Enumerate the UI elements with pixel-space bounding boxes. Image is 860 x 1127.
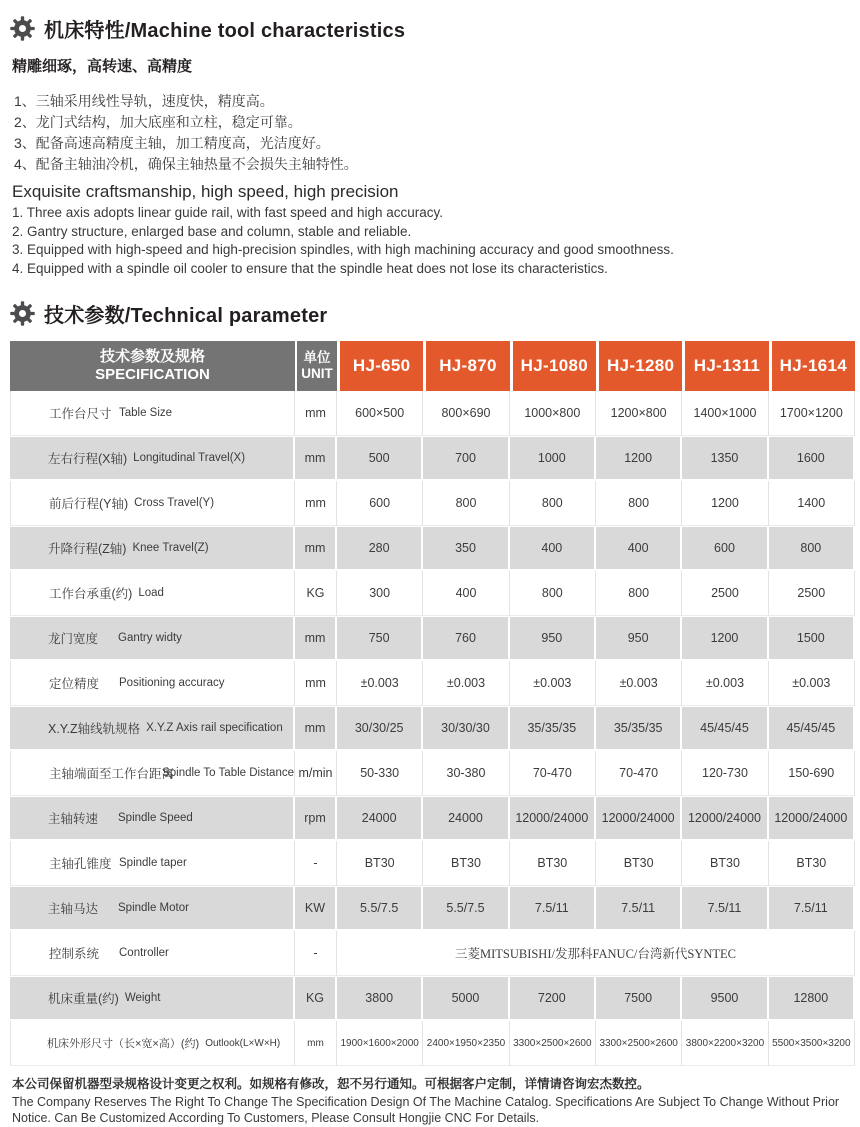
feature-item-cn: 3、配备高速高精度主轴，加工精度高，光洁度好。: [14, 135, 330, 151]
spec-label-cell: [10, 481, 295, 526]
value-cell: 12000/24000: [510, 796, 596, 841]
spec-label-cell: [10, 616, 295, 661]
spec-label-cell: [10, 526, 295, 571]
value-cell: 30/30/30: [423, 706, 509, 751]
feature-item-cn: 2、龙门式结构，加大底座和立柱，稳定可靠。: [14, 114, 302, 130]
spec-label-en: Weight: [124, 992, 161, 1004]
spec-label-cn: 主轴端面至工作台距离: [49, 767, 175, 781]
spec-label: [49, 674, 294, 692]
spec-label: [49, 494, 294, 512]
value-cell: 760: [423, 616, 509, 661]
unit-cell: mm: [295, 706, 337, 751]
feature-item-en: 4. Equipped with a spindle oil cooler to ensure that the spindle heat does not lose its characteristics.: [12, 260, 608, 276]
unit-cell: m/min: [295, 751, 337, 796]
value-cell: 5000: [423, 976, 509, 1021]
value-cell: 2400×1950×2350: [423, 1021, 509, 1066]
spec-label-cell: [10, 391, 295, 436]
spec-label: [48, 719, 293, 737]
spec-label-cell: [10, 706, 295, 751]
section-title-technical-parameter: 技术参数/Technical parameter: [44, 305, 328, 327]
spec-label-cn: X.Y.Z轴线轨规格: [48, 722, 141, 736]
table-row: [10, 886, 855, 931]
value-cell: 7500: [596, 976, 682, 1021]
table-row: [10, 391, 855, 436]
value-cell: 800: [769, 526, 855, 571]
spec-label-en: Load: [138, 587, 164, 599]
value-cell: 1200: [596, 436, 682, 481]
section-technical-parameter-header: [10, 299, 854, 328]
spec-label-en: X.Y.Z Axis rail specification: [146, 722, 283, 734]
spec-label-en: Spindle taper: [119, 857, 187, 869]
value-cell: 500: [337, 436, 423, 481]
spec-table-body: [10, 391, 855, 1066]
value-cell: 800: [510, 481, 596, 526]
table-row: [10, 526, 855, 571]
spec-header-cn: 技术参数及规格: [99, 348, 205, 365]
section-machine-characteristics-header: [10, 14, 854, 43]
spec-label-cn: 主轴孔锥度: [49, 857, 112, 871]
value-cell: 7.5/11: [769, 886, 855, 931]
spec-label-cn: 龙门宽度: [48, 632, 99, 646]
spec-label-cn: 左右行程(X轴): [48, 452, 128, 466]
value-cell: BT30: [769, 841, 855, 886]
value-cell: ±0.003: [769, 661, 855, 706]
feature-heading-en: Exquisite craftsmanship, high speed, high precision: [12, 182, 399, 201]
value-cell: 1500: [769, 616, 855, 661]
unit-cell: mm: [295, 1021, 337, 1066]
unit-cell: mm: [295, 391, 337, 436]
value-cell: 400: [596, 526, 682, 571]
value-cell: 7.5/11: [596, 886, 682, 931]
spec-table: [10, 341, 855, 1066]
spec-label-cell: [10, 661, 295, 706]
spec-label-cell: [10, 931, 295, 976]
value-cell: 45/45/45: [769, 706, 855, 751]
spec-label-cn: 控制系统: [49, 947, 100, 961]
value-cell: 800: [596, 481, 682, 526]
value-cell: ±0.003: [596, 661, 682, 706]
value-cell: 950: [596, 616, 682, 661]
spec-label-cn: 定位精度: [49, 677, 100, 691]
unit-cell: mm: [295, 661, 337, 706]
spec-label: [48, 629, 293, 647]
value-cell: 1200: [682, 616, 768, 661]
value-cell: 7.5/11: [510, 886, 596, 931]
value-cell: BT30: [510, 841, 596, 886]
value-cell: 1200×800: [596, 391, 682, 436]
spec-label: [49, 584, 294, 602]
footer-disclaimer-en: The Company Reserves The Right To Change The Specification Design Of The Machine Catalog. Specifications Are Subject To Change Without Prior Notice. Can Be Customized According To Customers, Please Consult Hongjie CNC For Details.: [12, 1095, 840, 1126]
unit-cell: mm: [295, 481, 337, 526]
unit-cell: mm: [295, 526, 337, 571]
table-row: [10, 751, 855, 796]
value-cell: ±0.003: [510, 661, 596, 706]
spec-label-cell: [10, 751, 295, 796]
value-cell: 800: [423, 481, 509, 526]
spec-label-en: Positioning accuracy: [119, 677, 225, 689]
unit-cell: KW: [295, 886, 337, 931]
spec-label-cell: [10, 1021, 295, 1066]
value-cell: 12800: [769, 976, 855, 1021]
value-cell: 700: [423, 436, 509, 481]
table-row: [10, 481, 855, 526]
value-cell: 1900×1600×2000: [337, 1021, 423, 1066]
value-cell: 5.5/7.5: [423, 886, 509, 931]
unit-header-cell: [295, 341, 337, 391]
footer-disclaimer: [10, 1075, 854, 1127]
unit-cell: -: [295, 931, 337, 976]
unit-cell: -: [295, 841, 337, 886]
value-cell: 5500×3500×3200: [769, 1021, 855, 1066]
value-cell: BT30: [337, 841, 423, 886]
table-row: [10, 616, 855, 661]
value-cell: ±0.003: [337, 661, 423, 706]
spec-label-en: Knee Travel(Z): [132, 542, 209, 554]
value-cell: 50-330: [337, 751, 423, 796]
footer-disclaimer-cn: 本公司保留机器型录规格设计变更之权利。如规格有修改，恕不另行通知。可根据客户定制，详情请咨询宏杰数控。: [12, 1077, 650, 1091]
unit-cell: mm: [295, 436, 337, 481]
value-cell: 12000/24000: [769, 796, 855, 841]
spec-label-cn: 机床外形尺寸（长×宽×高）(约): [47, 1038, 200, 1050]
spec-label-en: Spindle To Table Distance: [162, 767, 294, 779]
model-header-cell: HJ-1614: [769, 341, 855, 391]
spec-label-en: Gantry widty: [118, 632, 182, 644]
table-row: [10, 1021, 855, 1066]
value-cell: 800: [510, 571, 596, 616]
spec-header-en: SPECIFICATION: [95, 366, 210, 383]
spec-label: [47, 1035, 294, 1051]
value-cell: 1700×1200: [769, 391, 855, 436]
value-cell: 12000/24000: [596, 796, 682, 841]
feature-list-en: [12, 204, 854, 278]
feature-item-cn: 1、三轴采用线性导轨，速度快，精度高。: [14, 93, 274, 109]
spec-label: [49, 854, 294, 872]
table-row: [10, 661, 855, 706]
spec-label-en: Cross Travel(Y): [134, 497, 215, 509]
value-cell: 2500: [769, 571, 855, 616]
spec-label-cn: 机床重量(约): [48, 992, 119, 1006]
table-row: [10, 436, 855, 481]
value-cell: 3300×2500×2600: [510, 1021, 596, 1066]
value-cell: 800: [596, 571, 682, 616]
spec-label-en: Table Size: [119, 407, 173, 419]
value-cell: 1200: [682, 481, 768, 526]
spec-label-cn: 主轴马达: [48, 902, 99, 916]
value-cell: 7200: [510, 976, 596, 1021]
spec-label-cell: [10, 571, 295, 616]
spec-label-cell: [10, 436, 295, 481]
value-cell: 35/35/35: [596, 706, 682, 751]
feature-list-cn: [14, 91, 854, 175]
section-title-machine-characteristics: 机床特性/Machine tool characteristics: [44, 20, 406, 42]
value-cell: 30/30/25: [337, 706, 423, 751]
spec-header-cell: [10, 341, 295, 391]
spec-label-en: Spindle Motor: [118, 902, 189, 914]
unit-header-en: UNIT: [301, 366, 333, 381]
value-cell: BT30: [423, 841, 509, 886]
spec-label-cn: 主轴转速: [48, 812, 99, 826]
spec-label-cn: 前后行程(Y轴): [49, 497, 129, 511]
table-row: [10, 976, 855, 1021]
value-cell: 350: [423, 526, 509, 571]
model-header-cell: HJ-1280: [596, 341, 682, 391]
spec-label: [49, 944, 294, 962]
value-cell: 24000: [337, 796, 423, 841]
value-cell: 7.5/11: [682, 886, 768, 931]
spec-label: [48, 989, 293, 1007]
model-header-cell: HJ-870: [423, 341, 509, 391]
unit-cell: KG: [295, 571, 337, 616]
gear-icon: [10, 16, 35, 41]
gear-icon: [10, 301, 35, 326]
spec-label-cell: [10, 796, 295, 841]
spec-label-cn: 升降行程(Z轴): [48, 542, 127, 556]
value-cell: 600: [682, 526, 768, 571]
value-cell: 35/35/35: [510, 706, 596, 751]
value-cell: 950: [510, 616, 596, 661]
table-row: [10, 796, 855, 841]
value-cell: BT30: [596, 841, 682, 886]
value-cell: ±0.003: [682, 661, 768, 706]
table-row: [10, 706, 855, 751]
value-cell: BT30: [682, 841, 768, 886]
model-header-cell: HJ-1311: [682, 341, 768, 391]
value-cell: 1000×800: [510, 391, 596, 436]
value-cell: 280: [337, 526, 423, 571]
value-cell: 70-470: [596, 751, 682, 796]
spec-label-en: Longitudinal Travel(X): [133, 452, 246, 464]
unit-cell: KG: [295, 976, 337, 1021]
unit-header-cn: 单位: [303, 349, 331, 365]
spec-label: [48, 899, 293, 917]
value-cell: 3800: [337, 976, 423, 1021]
value-cell: 150-690: [769, 751, 855, 796]
value-cell: 600×500: [337, 391, 423, 436]
spec-label-en: Outlook(L×W×H): [205, 1037, 281, 1049]
value-cell: 400: [423, 571, 509, 616]
value-cell: 24000: [423, 796, 509, 841]
value-cell: 9500: [682, 976, 768, 1021]
value-cell: 300: [337, 571, 423, 616]
value-cell: 1400×1000: [682, 391, 768, 436]
value-cell: 1000: [510, 436, 596, 481]
feature-item-cn: 4、配备主轴油冷机，确保主轴热量不会损失主轴特性。: [14, 156, 358, 172]
value-cell-span: 三菱MITSUBISHI/发那科FANUC/台湾新代SYNTEC: [337, 931, 855, 976]
value-cell: 400: [510, 526, 596, 571]
value-cell: 2500: [682, 571, 768, 616]
unit-cell: rpm: [295, 796, 337, 841]
spec-label: [48, 539, 293, 557]
spec-label-en: Spindle Speed: [118, 812, 193, 824]
model-header-cell: HJ-650: [337, 341, 423, 391]
value-cell: 800×690: [423, 391, 509, 436]
table-row: [10, 931, 855, 976]
value-cell: 70-470: [510, 751, 596, 796]
spec-label-en: Controller: [119, 947, 169, 959]
value-cell: 3800×2200×3200: [682, 1021, 768, 1066]
spec-label: [48, 449, 293, 467]
feature-item-en: 2. Gantry structure, enlarged base and column, stable and reliable.: [12, 223, 412, 239]
spec-label: [48, 809, 293, 827]
spec-label-cell: [10, 886, 295, 931]
table-row: [10, 571, 855, 616]
value-cell: 12000/24000: [682, 796, 768, 841]
value-cell: 1350: [682, 436, 768, 481]
spec-table-header-row: [10, 341, 855, 391]
value-cell: 3300×2500×2600: [596, 1021, 682, 1066]
feature-item-en: 1. Three axis adopts linear guide rail, with fast speed and high accuracy.: [12, 205, 443, 220]
value-cell: 1400: [769, 481, 855, 526]
spec-label: [49, 764, 294, 782]
table-row: [10, 841, 855, 886]
value-cell: 120-730: [682, 751, 768, 796]
spec-label-cell: [10, 841, 295, 886]
model-header-cell: HJ-1080: [510, 341, 596, 391]
spec-label: [49, 404, 294, 422]
value-cell: 5.5/7.5: [337, 886, 423, 931]
feature-item-en: 3. Equipped with high-speed and high-precision spindles, with high machining accuracy and good smoothness.: [12, 242, 674, 257]
subtitle-cn: 精雕细琢，高转速、高精度: [12, 58, 193, 75]
value-cell: 1600: [769, 436, 855, 481]
value-cell: 750: [337, 616, 423, 661]
value-cell: 45/45/45: [682, 706, 768, 751]
value-cell: 30-380: [423, 751, 509, 796]
unit-cell: mm: [295, 616, 337, 661]
value-cell: 600: [337, 481, 423, 526]
spec-label-cn: 工作台承重(约): [49, 587, 133, 601]
value-cell: ±0.003: [423, 661, 509, 706]
spec-label-cn: 工作台尺寸: [49, 407, 112, 421]
spec-label-cell: [10, 976, 295, 1021]
